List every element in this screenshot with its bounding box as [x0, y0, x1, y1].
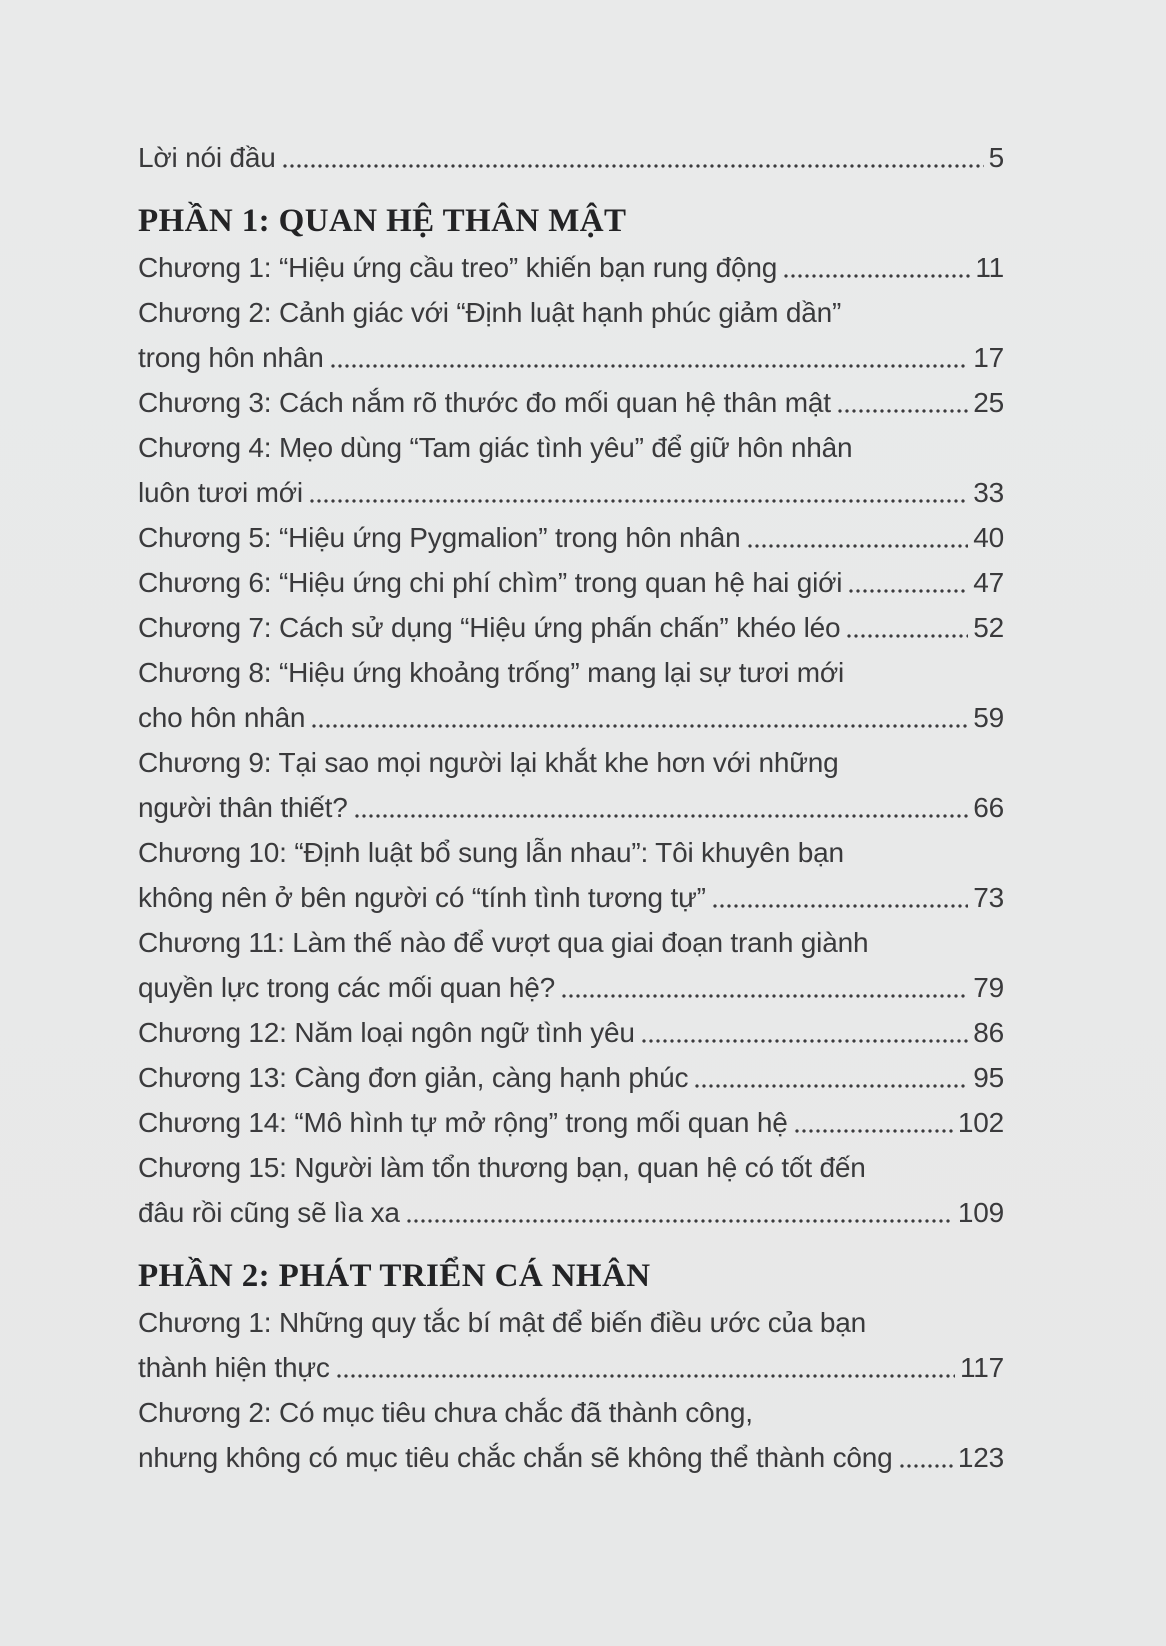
toc-entry-text: Chương 14: “Mô hình tự mở rộng” trong mối quan hệ — [138, 1107, 788, 1138]
dot-leader — [838, 380, 968, 425]
dot-leader — [310, 470, 968, 515]
dot-leader — [784, 245, 970, 290]
toc-entry-text: trong hôn nhân — [138, 342, 324, 373]
toc-page-number: 117 — [959, 1352, 1004, 1383]
toc-entry-text: thành hiện thực — [138, 1352, 330, 1383]
toc-entry-text: Chương 3: Cách nắm rõ thước đo mối quan hệ thân mật — [138, 387, 831, 418]
toc-entry-row — [138, 1300, 1004, 1345]
toc-entry-row — [138, 740, 1004, 785]
toc-entry-text: Chương 8: “Hiệu ứng khoảng trống” mang lại sự tươi mới — [138, 657, 845, 688]
toc-entry-row — [138, 1390, 1004, 1435]
toc-entry-row — [138, 920, 1004, 965]
toc-entry-continuation-row — [138, 470, 1004, 515]
dot-leader — [407, 1190, 953, 1235]
dot-leader — [283, 135, 984, 180]
toc-entry-text: Chương 9: Tại sao mọi người lại khắt khe hơn với những — [138, 747, 839, 778]
toc-entry-text: Chương 1: “Hiệu ứng cầu treo” khiến bạn rung động — [138, 252, 778, 283]
dot-leader — [795, 1100, 953, 1145]
dot-leader — [642, 1010, 968, 1055]
toc-entry-row — [138, 830, 1004, 875]
toc-page-number: 102 — [957, 1107, 1004, 1138]
toc-entry-text: Chương 6: “Hiệu ứng chi phí chìm” trong quan hệ hai giới — [138, 567, 843, 598]
toc-page-number: 17 — [973, 342, 1004, 373]
toc-entry-text: quyền lực trong các mối quan hệ? — [138, 972, 556, 1003]
toc-entry-text: người thân thiết? — [138, 792, 348, 823]
toc-entry-continuation-row — [138, 335, 1004, 380]
toc-page-number: 79 — [973, 972, 1004, 1003]
toc-entry-text: Chương 15: Người làm tổn thương bạn, quan hệ có tốt đến — [138, 1152, 866, 1183]
dot-leader — [562, 965, 968, 1010]
toc-page-number: 123 — [957, 1442, 1004, 1473]
toc-entry-row — [138, 1055, 1004, 1100]
toc-entry-continuation-row — [138, 695, 1004, 740]
toc-page-number: 66 — [973, 792, 1004, 823]
toc-page-number: 33 — [973, 477, 1004, 508]
dot-leader — [748, 515, 969, 560]
toc-page-number: 11 — [975, 252, 1004, 283]
dot-leader — [849, 560, 968, 605]
toc-entry-row — [138, 1145, 1004, 1190]
toc-page-number: 52 — [973, 612, 1004, 643]
toc-entry-row — [138, 1100, 1004, 1145]
toc-page-number: 109 — [957, 1197, 1004, 1228]
toc-entry-continuation-row — [138, 785, 1004, 830]
toc-entry-row — [138, 135, 1004, 180]
toc-entry-text: đâu rồi cũng sẽ lìa xa — [138, 1197, 400, 1228]
toc-entry-row — [138, 650, 1004, 695]
toc-entry-text: Chương 12: Năm loại ngôn ngữ tình yêu — [138, 1017, 635, 1048]
toc-page-number: 5 — [988, 142, 1004, 173]
dot-leader — [847, 605, 968, 650]
toc-entry-row — [138, 425, 1004, 470]
toc-entry-text: Chương 13: Càng đơn giản, càng hạnh phúc — [138, 1062, 689, 1093]
toc-entry-continuation-row — [138, 1435, 1004, 1480]
toc-entry-continuation-row — [138, 1190, 1004, 1235]
toc-entry-row — [138, 515, 1004, 560]
part-heading: PHẦN 2: PHÁT TRIỂN CÁ NHÂN — [138, 1258, 651, 1294]
dot-leader — [713, 875, 969, 920]
table-of-contents — [138, 135, 1004, 1480]
toc-page-number: 73 — [973, 882, 1004, 913]
toc-entry-text: không nên ở bên người có “tính tình tương tự” — [138, 882, 706, 913]
toc-entry-continuation-row — [138, 1345, 1004, 1390]
toc-entry-text: cho hôn nhân — [138, 702, 306, 733]
dot-leader — [695, 1055, 968, 1100]
toc-page-number: 95 — [973, 1062, 1004, 1093]
dot-leader — [337, 1345, 955, 1390]
toc-entry-text: Chương 4: Mẹo dùng “Tam giác tình yêu” để giữ hôn nhân — [138, 432, 853, 463]
toc-entry-continuation-row — [138, 965, 1004, 1010]
toc-entry-text: nhưng không có mục tiêu chắc chắn sẽ không thể thành công — [138, 1442, 893, 1473]
toc-entry-row — [138, 560, 1004, 605]
toc-page-number: 40 — [973, 522, 1004, 553]
toc-entry-text: Chương 1: Những quy tắc bí mật để biến điều ước của bạn — [138, 1307, 866, 1338]
dot-leader — [900, 1435, 953, 1480]
toc-entry-text: Lời nói đầu — [138, 142, 276, 173]
toc-page-number: 86 — [973, 1017, 1004, 1048]
toc-page-number: 25 — [973, 387, 1004, 418]
part-heading: PHẦN 1: QUAN HỆ THÂN MẬT — [138, 203, 627, 239]
toc-entry-row — [138, 605, 1004, 650]
toc-entry-text: Chương 11: Làm thế nào để vượt qua giai đoạn tranh giành — [138, 927, 869, 958]
toc-entry-text: Chương 5: “Hiệu ứng Pygmalion” trong hôn nhân — [138, 522, 741, 553]
toc-entry-text: Chương 10: “Định luật bổ sung lẫn nhau”: Tôi khuyên bạn — [138, 837, 844, 868]
toc-entry-text: luôn tươi mới — [138, 477, 303, 508]
toc-page-number: 47 — [973, 567, 1004, 598]
toc-entry-text: Chương 2: Cảnh giác với “Định luật hạnh phúc giảm dần” — [138, 297, 842, 328]
toc-entry-row — [138, 1010, 1004, 1055]
toc-entry-row — [138, 245, 1004, 290]
toc-entry-row — [138, 290, 1004, 335]
dot-leader — [331, 335, 969, 380]
dot-leader — [355, 785, 969, 830]
toc-entry-text: Chương 2: Có mục tiêu chưa chắc đã thành công, — [138, 1397, 753, 1428]
toc-entry-text: Chương 7: Cách sử dụng “Hiệu ứng phấn chấn” khéo léo — [138, 612, 841, 643]
toc-entry-continuation-row — [138, 875, 1004, 920]
dot-leader — [312, 695, 968, 740]
toc-page-number: 59 — [973, 702, 1004, 733]
toc-entry-row — [138, 380, 1004, 425]
